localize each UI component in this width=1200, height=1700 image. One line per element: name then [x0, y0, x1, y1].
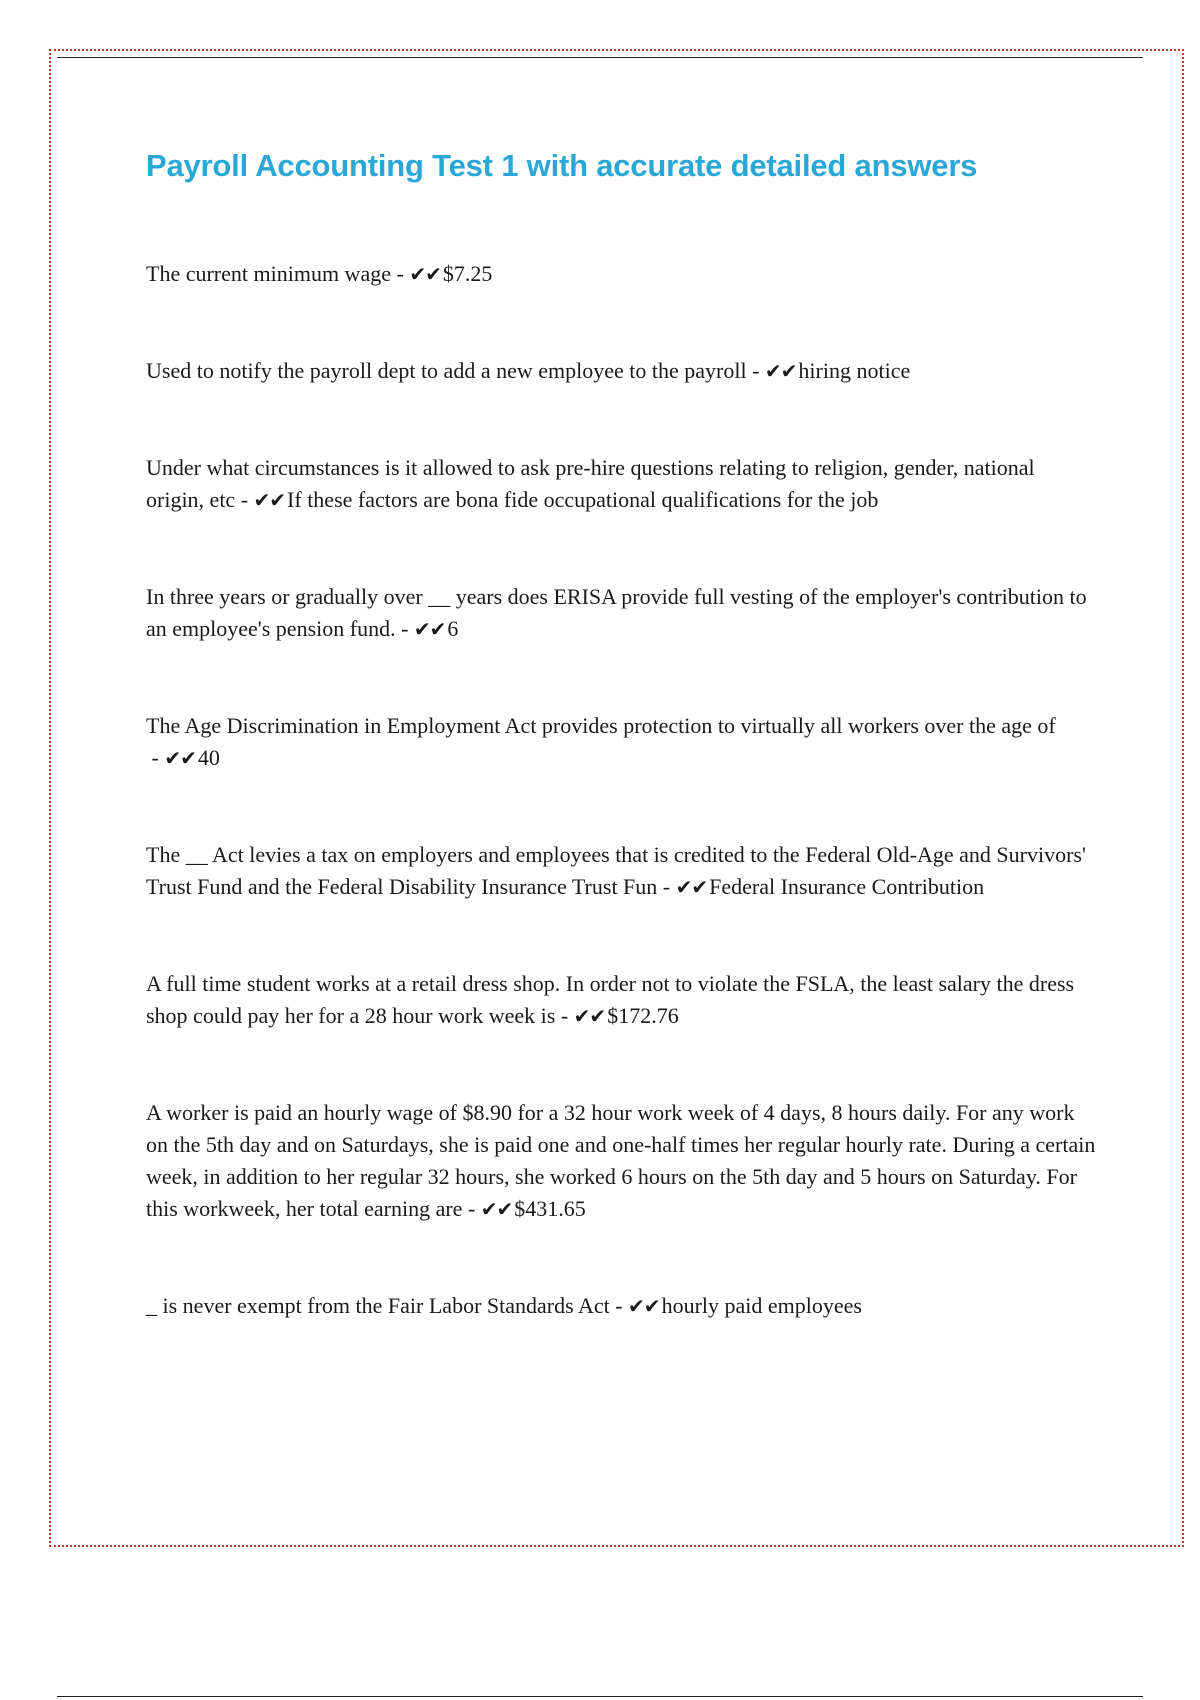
document-body: [146, 140, 1096, 1387]
qa-item: [146, 710, 1096, 774]
answer-text: $172.76: [607, 1003, 679, 1028]
top-rule: [57, 57, 1143, 58]
answer-text: $431.65: [514, 1196, 586, 1221]
separator: -: [235, 487, 254, 512]
qa-item: [146, 968, 1096, 1032]
question-text: The Age Discrimination in Employment Act provides protection to virtually all workers over the age of: [146, 713, 1056, 738]
question-text: Used to notify the payroll dept to add a new employee to the payroll: [146, 358, 747, 383]
qa-item: [146, 1097, 1096, 1225]
question-text: A full time student works at a retail dress shop. In order not to violate the FSLA, the least salary the dress shop could pay her for a 28 hour work week is: [146, 971, 1075, 1028]
separator: -: [555, 1003, 574, 1028]
qa-item: [146, 839, 1096, 903]
document-title: Payroll Accounting Test 1 with accurate detailed answers: [146, 148, 978, 183]
double-check-icon: ✔✔: [413, 617, 446, 641]
double-check-icon: ✔✔: [628, 1294, 660, 1318]
question-text: Under what circumstances is it allowed to ask pre-hire questions relating to religion, gender, national origin, etc: [146, 455, 1035, 512]
qa-item: [146, 452, 1096, 516]
separator: -: [462, 1196, 481, 1221]
question-text: A worker is paid an hourly wage of $8.90 for a 32 hour work week of 4 days, 8 hours daily. For any work on the 5th day and on Saturdays, she is paid one and one-half times her regular hourly rate. During a certain week, in addition to her regular 32 hours, she worked 6 hours on the 5th day and 5 hours on Saturday. For this workweek, her total earning are: [146, 1100, 1096, 1221]
answer-text: Federal Insurance Contribution: [709, 874, 985, 899]
answer-text: hiring notice: [798, 358, 911, 383]
qa-list: [146, 258, 1096, 1322]
double-check-icon: ✔✔: [573, 1004, 606, 1028]
separator: -: [609, 1293, 629, 1318]
question-text: In three years or gradually over __ years does ERISA provide full vesting of the employer's contribution to an employee's pension fund.: [146, 584, 1087, 641]
question-text: _ is never exempt from the Fair Labor Standards Act: [146, 1293, 610, 1318]
double-check-icon: ✔✔: [164, 746, 196, 770]
separator: -: [390, 261, 410, 286]
qa-item: [146, 258, 1096, 290]
double-check-icon: ✔✔: [409, 262, 441, 286]
answer-text: hourly paid employees: [661, 1293, 862, 1318]
question-text: The current minimum wage: [146, 261, 391, 286]
double-check-icon: ✔✔: [764, 359, 797, 383]
qa-item: [146, 355, 1096, 387]
answer-text: If these factors are bona fide occupational qualifications for the job: [287, 487, 879, 512]
qa-item: [146, 1290, 1096, 1322]
separator: -: [657, 874, 676, 899]
question-text: The __ Act levies a tax on employers and employees that is credited to the Federal Old-Age and Survivors' Trust Fund and the Federal Disability Insurance Trust Fun: [146, 842, 1086, 899]
separator: -: [395, 616, 414, 641]
double-check-icon: ✔✔: [675, 875, 708, 899]
separator: -: [146, 745, 165, 770]
answer-text: $7.25: [442, 261, 493, 286]
qa-item: [146, 581, 1096, 645]
separator: -: [746, 358, 765, 383]
double-check-icon: ✔✔: [253, 488, 286, 512]
double-check-icon: ✔✔: [480, 1197, 513, 1221]
answer-text: 6: [447, 616, 459, 641]
answer-text: 40: [197, 745, 220, 770]
bottom-rule: [57, 1696, 1143, 1697]
